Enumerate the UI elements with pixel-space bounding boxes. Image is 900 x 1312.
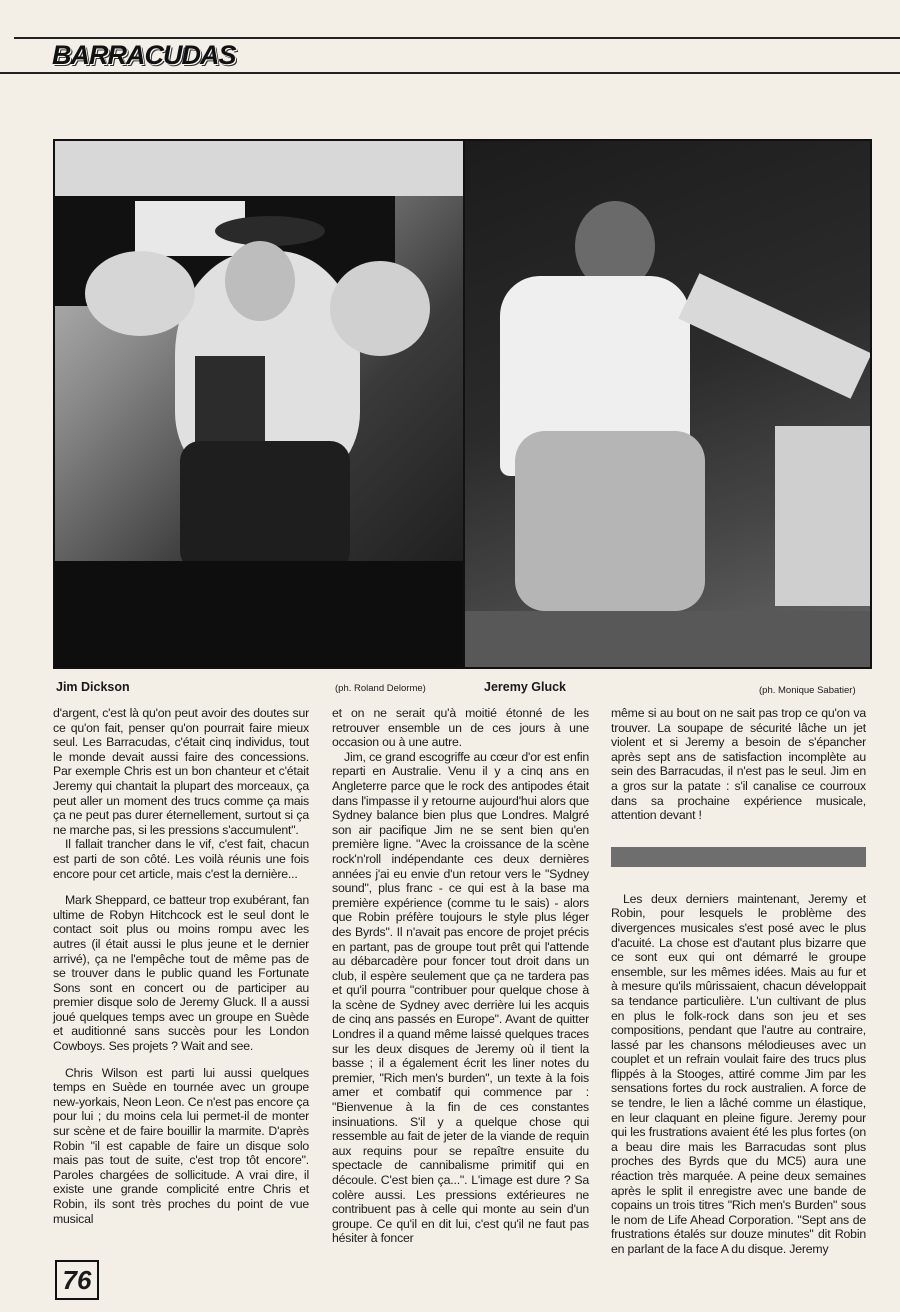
article-column-2 — [332, 706, 589, 1246]
paragraph: même si au bout on ne sait pas trop ce qu'on va trouver. La soupape de sécurité lâche un jet violent et si Jeremy a besoin de s'épancher après sept ans de satisfaction incomplète au sein des Barracudas, il n'est pas le seul. Jim en a gros sur la patate : s'il canalise ce courroux dans sa prochaine expérience musicale, attention devant ! — [611, 706, 866, 823]
article-column-1 — [53, 706, 309, 1226]
paragraph: Les deux derniers maintenant, Jeremy et Robin, pour lesquels le problème des divergences musicales s'est posé avec le plus d'acuité. La chose est d'autant plus bizarre que ce sont eux qui ont démarré le groupe ensemble, sur les mêmes idées. Mais au fur et à mesure qu'ils mûrissaient, chacun développait sa tendance particulière. L'un cultivant de plus en plus le folk-rock dans son jeu et ses compositions, pendant que l'autre au contraire, lassé par les chansons mélodieuses avec un couplet et un refrain voulait faire des trucs plus flippés à la Stooges, attiré comme Jim par les sensations fortes du rock australien. A force de se tendre, le lien a lâché comme un élastique, en leur claquant en pleine figure. Jeremy pour qui les frustrations avaient été les plus fortes (on a beau dire mais les Barracudas sont plus proches des Byrds que du MC5) aura une réaction très marquée. A peine deux semaines après le split il enregistre avec une bande de copains un trois titres "Rich men's Burden" sous le nom de Life Ahead Corporation. "Sept ans de frustrations étalés sur douze minutes" dit Robin en parlant de la face A du disque. Jeremy — [611, 891, 866, 1256]
paragraph: Chris Wilson est parti lui aussi quelques temps en Suède en tournée avec un groupe new-yorkais, Neon Leon. Ce n'est pas encore ça pour lui ; du moins cela lui permet-il de monter sur scène et de faire bouillir la marmite. D'après Robin "il est capable de faire un disque solo mais pas tout de suite, c'est trop tôt encore". Paroles chargées de sollicitude. A vrai dire, il existe une grande complicité entre Chris et Robin, ils sont très proches du point de vue musical — [53, 1065, 309, 1226]
paragraph: et on ne serait qu'à moitié étonné de les retrouver ensemble un de ces jours à une occasion ou à une autre. — [332, 706, 589, 750]
paragraph: d'argent, c'est là qu'on peut avoir des doutes sur ce qu'on fait, penser qu'on pourrait faire mieux seul. Les Barracudas, c'était cinq individus, tout le monde devait aussi faire des concessions. Par exemple Chris est un bon chanteur et c'était Jeremy qui chantait la plupart des morceaux, ça peut aller un moment des trucs comme ça mais ça ne peut pas durer éternellement, surtout si ça ne marche pas, si les pressions s'accumulent". — [53, 706, 309, 837]
article-column-3 — [611, 706, 866, 1257]
header-rule-bottom — [0, 72, 900, 74]
paragraph: Il fallait trancher dans le vif, c'est fait, chacun est parti de son côté. Les voilà réunis une fois encore pour cet article, mais c'est la dernière... — [53, 837, 309, 881]
paragraph: Jim, ce grand escogriffe au cœur d'or est enfin reparti en Australie. Venu il y a cinq ans en Angleterre parce que le rock des antipodes était dans l'impasse il y retourne aujourd'hui alors que Sydney balance bien plus que Londres. Malgré son air pacifique Jim ne se sent bien qu'en première ligne. "Avec la croissance de la scène rock'n'roll indépendante ces deux dernières années j'ai eu envie d'un retour vers le "Sydney sound", plus franc - ce qui est à la base ma première expérience (comme tu le sais) - alors que Robin préfère toujours le style plus léger des Byrds". Il n'avait pas encore de projet précis en partant, pas de groupe tout prêt qui l'attende au débarcadère pour foncer tout droit dans un club, il espère seulement que ça ne tardera pas et qu'il pourra "contribuer pour quelque chose à la scène de Sydney avec derrière lui les acquis de cinq ans passés en Europe". Avant de quitter Londres il a quand même laissé quelques traces sur les deux disques de Jeremy où il tient la basse ; il a également écrit les liner notes du premier, "Rich men's burden", un texte à la fois amer et combatif qui commence par : "Bienvenue à la fin de ces constantes insinuations. S'il y a quelque chose qui ressemble au fait de jeter de la viande de requin aux requins pour se repaître ensuite du spectacle de cannibalisme primitif qui en découle. C'est bien ça...". L'image est dure ? Sa colère aussi. Les pressions extérieures ne contribuent pas à celle qui monte au sein d'un groupe. Ce qu'il en dit lui, c'est qu'il ne faut pas hésiter à foncer — [332, 749, 589, 1246]
photo-frame — [53, 139, 872, 669]
photo-jim-dickson — [55, 141, 463, 667]
photo-credit-right: (ph. Monique Sabatier) — [759, 685, 856, 696]
caption-jim-dickson: Jim Dickson — [56, 680, 130, 694]
photo-jeremy-gluck — [465, 141, 870, 667]
header-rule-top — [14, 37, 900, 39]
caption-jeremy-gluck: Jeremy Gluck — [484, 680, 566, 694]
paragraph: Mark Sheppard, ce batteur trop exubérant, fan ultime de Robyn Hitchcock est le seul dont le contact soit plus ou moins rompu avec les autres (il était aussi le plus jeune et le dernier arrivé), ça ne l'empêche tout de même pas de se trouver dans le public quand les Fortunate Sons sont en concert ou de participer au premier disque solo de Jeremy Gluck. Il a aussi joué quelques temps avec un groupe en Suède et auditionné sans succès pour les London Cowboys. Ses projets ? Wait and see. — [53, 893, 309, 1054]
section-divider-bar — [611, 847, 866, 867]
section-title: BARRACUDAS — [52, 40, 236, 70]
photo-credit-left: (ph. Roland Delorme) — [335, 683, 426, 694]
page-number: 76 — [55, 1260, 99, 1300]
